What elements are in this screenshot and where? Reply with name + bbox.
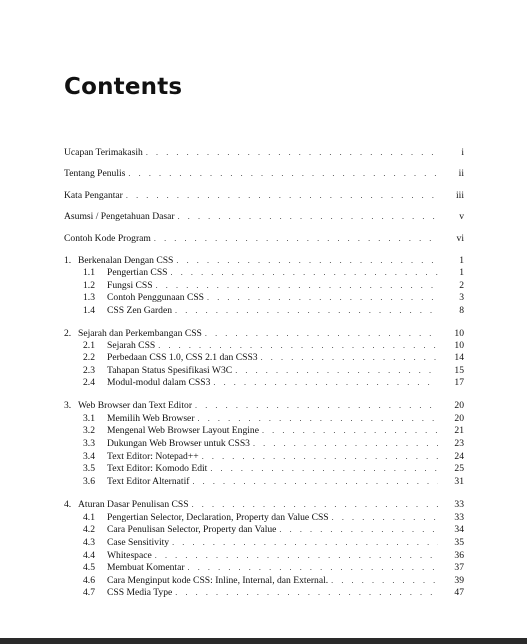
section-page: 47 bbox=[454, 587, 464, 598]
section-number: 4.3 bbox=[83, 537, 95, 548]
toc-section[interactable] bbox=[64, 340, 464, 352]
section-page: 8 bbox=[459, 305, 464, 316]
section-number: 3.3 bbox=[83, 438, 95, 449]
dot-leader bbox=[262, 425, 438, 437]
dot-leader bbox=[175, 587, 438, 599]
section-number: 3.1 bbox=[83, 413, 95, 424]
section-title: Text Editor Alternatif bbox=[107, 476, 190, 487]
dot-leader bbox=[188, 562, 438, 574]
section-title: Whitespace bbox=[107, 550, 152, 561]
section-title: Pengertian Selector, Declaration, Property dan Value CSS bbox=[107, 512, 329, 523]
toc-entry-front[interactable] bbox=[64, 233, 464, 245]
section-number: 2.2 bbox=[83, 352, 95, 363]
section-number: 4.2 bbox=[83, 524, 95, 535]
toc-section[interactable] bbox=[64, 537, 464, 549]
toc-section[interactable] bbox=[64, 377, 464, 389]
section-title: Mengenal Web Browser Layout Engine bbox=[107, 425, 259, 436]
section-number: 2.3 bbox=[83, 365, 95, 376]
section-page: 37 bbox=[454, 562, 464, 573]
chapter-page: 33 bbox=[454, 499, 464, 510]
dot-leader bbox=[155, 550, 438, 562]
toc-chapter[interactable] bbox=[64, 400, 464, 412]
chapter-number: 1. bbox=[64, 255, 72, 266]
toc-chapter[interactable] bbox=[64, 499, 464, 511]
toc-section[interactable] bbox=[64, 438, 464, 450]
section-page: 23 bbox=[454, 438, 464, 449]
chapter-page: 1 bbox=[459, 255, 464, 266]
toc-section[interactable] bbox=[64, 365, 464, 377]
section-page: 10 bbox=[454, 340, 464, 351]
chapter-page: 20 bbox=[454, 400, 464, 411]
section-number: 1.4 bbox=[83, 305, 95, 316]
section-title: Pengertian CSS bbox=[107, 267, 168, 278]
toc-section[interactable] bbox=[64, 575, 464, 587]
page-title: Contents bbox=[64, 74, 183, 100]
section-page: 15 bbox=[454, 365, 464, 376]
section-number: 4.1 bbox=[83, 512, 95, 523]
chapter-number: 3. bbox=[64, 400, 72, 411]
chapter-title: Sejarah dan Perkembangan CSS bbox=[78, 328, 202, 339]
toc-section[interactable] bbox=[64, 587, 464, 599]
dot-leader bbox=[202, 451, 438, 463]
section-number: 1.3 bbox=[83, 292, 95, 303]
dot-leader bbox=[195, 400, 438, 412]
dot-leader bbox=[178, 211, 438, 223]
dot-leader bbox=[154, 233, 438, 245]
section-page: 2 bbox=[459, 280, 464, 291]
section-number: 4.7 bbox=[83, 587, 95, 598]
dot-leader bbox=[213, 377, 438, 389]
dot-leader bbox=[126, 190, 438, 202]
dot-leader bbox=[331, 575, 438, 587]
toc-entry-label: Contoh Kode Program bbox=[64, 233, 151, 244]
toc-chapter[interactable] bbox=[64, 255, 464, 267]
toc-section[interactable] bbox=[64, 280, 464, 292]
section-page: 21 bbox=[454, 425, 464, 436]
dot-leader bbox=[205, 328, 438, 340]
dot-leader bbox=[171, 267, 439, 279]
section-page: 39 bbox=[454, 575, 464, 586]
chapter-page: 10 bbox=[454, 328, 464, 339]
section-number: 1.1 bbox=[83, 267, 95, 278]
dot-leader bbox=[210, 463, 438, 475]
dot-leader bbox=[175, 305, 438, 317]
toc-section[interactable] bbox=[64, 463, 464, 475]
dot-leader bbox=[207, 292, 438, 304]
section-number: 4.4 bbox=[83, 550, 95, 561]
section-page: 31 bbox=[454, 476, 464, 487]
section-title: Fungsi CSS bbox=[107, 280, 153, 291]
toc-section[interactable] bbox=[64, 413, 464, 425]
dot-leader bbox=[192, 499, 438, 511]
toc-entry-front[interactable] bbox=[64, 168, 464, 180]
section-page: 35 bbox=[454, 537, 464, 548]
section-title: Text Editor: Komodo Edit bbox=[107, 463, 208, 474]
section-page: 20 bbox=[454, 413, 464, 424]
dot-leader bbox=[128, 168, 438, 180]
toc-entry-front[interactable] bbox=[64, 190, 464, 202]
toc-entry-front[interactable] bbox=[64, 147, 464, 159]
section-page: 34 bbox=[454, 524, 464, 535]
toc-entry-page: i bbox=[461, 147, 464, 158]
toc-entry-page: v bbox=[459, 211, 464, 222]
toc-section[interactable] bbox=[64, 512, 464, 524]
toc-section[interactable] bbox=[64, 550, 464, 562]
section-title: CSS Media Type bbox=[107, 587, 173, 598]
chapter-title: Web Browser dan Text Editor bbox=[78, 400, 193, 411]
toc-section[interactable] bbox=[64, 524, 464, 536]
dot-leader bbox=[235, 365, 438, 377]
dot-leader bbox=[192, 476, 438, 488]
dot-leader bbox=[279, 524, 438, 536]
toc-entry-page: iii bbox=[456, 190, 464, 201]
toc-section[interactable] bbox=[64, 305, 464, 317]
section-number: 4.6 bbox=[83, 575, 95, 586]
section-number: 1.2 bbox=[83, 280, 95, 291]
section-title: CSS Zen Garden bbox=[107, 305, 173, 316]
toc-section[interactable] bbox=[64, 425, 464, 437]
section-title: Case Sensitivity bbox=[107, 537, 170, 548]
section-title: Cara Penulisan Selector, Property dan Value bbox=[107, 524, 277, 535]
section-title: Tahapan Status Spesifikasi W3C bbox=[107, 365, 233, 376]
section-page: 17 bbox=[454, 377, 464, 388]
section-page: 1 bbox=[459, 267, 464, 278]
section-page: 14 bbox=[454, 352, 464, 363]
dot-leader bbox=[261, 352, 438, 364]
section-number: 3.2 bbox=[83, 425, 95, 436]
toc-section[interactable] bbox=[64, 292, 464, 304]
toc-entry-label: Ucapan Terimakasih bbox=[64, 147, 143, 158]
toc-section[interactable] bbox=[64, 352, 464, 364]
toc-section[interactable] bbox=[64, 476, 464, 488]
section-page: 33 bbox=[454, 512, 464, 523]
toc-section[interactable] bbox=[64, 562, 464, 574]
section-page: 24 bbox=[454, 451, 464, 462]
toc-entry-label: Kata Pengantar bbox=[64, 190, 123, 201]
toc-section[interactable] bbox=[64, 451, 464, 463]
chapter-title: Aturan Dasar Penulisan CSS bbox=[78, 499, 189, 510]
dot-leader bbox=[198, 413, 438, 425]
section-page: 25 bbox=[454, 463, 464, 474]
chapter-number: 4. bbox=[64, 499, 72, 510]
dot-leader bbox=[146, 147, 438, 159]
section-title: Modul-modul dalam CSS3 bbox=[107, 377, 211, 388]
toc-section[interactable] bbox=[64, 267, 464, 279]
toc-entry-front[interactable] bbox=[64, 211, 464, 223]
toc-entry-page: vi bbox=[456, 233, 464, 244]
section-title: Sejarah CSS bbox=[107, 340, 156, 351]
dot-leader bbox=[158, 340, 438, 352]
page-bottom-edge bbox=[0, 638, 527, 644]
section-title: Cara Menginput kode CSS: Inline, Internal, dan External. bbox=[107, 575, 329, 586]
toc-entry-label: Tentang Penulis bbox=[64, 168, 126, 179]
section-title: Perbedaan CSS 1.0, CSS 2.1 dan CSS3 bbox=[107, 352, 258, 363]
section-number: 3.5 bbox=[83, 463, 95, 474]
section-number: 3.4 bbox=[83, 451, 95, 462]
toc-entry-page: ii bbox=[458, 168, 464, 179]
dot-leader bbox=[172, 537, 438, 549]
toc-chapter[interactable] bbox=[64, 328, 464, 340]
section-number: 4.5 bbox=[83, 562, 95, 573]
toc-entry-label: Asumsi / Pengetahuan Dasar bbox=[64, 211, 175, 222]
dot-leader bbox=[253, 438, 438, 450]
section-page: 36 bbox=[454, 550, 464, 561]
section-page: 3 bbox=[459, 292, 464, 303]
section-number: 3.6 bbox=[83, 476, 95, 487]
chapter-title: Berkenalan Dengan CSS bbox=[78, 255, 174, 266]
chapter-number: 2. bbox=[64, 328, 72, 339]
dot-leader bbox=[156, 280, 438, 292]
dot-leader bbox=[176, 255, 438, 267]
section-title: Dukungan Web Browser untuk CSS3 bbox=[107, 438, 250, 449]
section-number: 2.1 bbox=[83, 340, 95, 351]
section-title: Membuat Komentar bbox=[107, 562, 185, 573]
section-number: 2.4 bbox=[83, 377, 95, 388]
section-title: Contoh Penggunaan CSS bbox=[107, 292, 205, 303]
section-title: Memilih Web Browser bbox=[107, 413, 195, 424]
dot-leader bbox=[332, 512, 438, 524]
section-title: Text Editor: Notepad++ bbox=[107, 451, 199, 462]
